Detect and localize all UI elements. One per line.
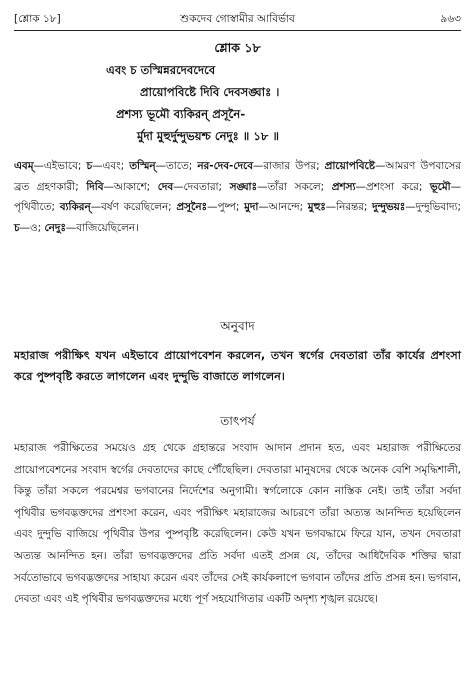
synonym-word: মুহুঃ [307,201,326,213]
header-rule [14,30,461,31]
verse-line-2: প্রায়োপবিষ্টে দিবি দেবসঙ্ঘাঃ । [140,85,280,99]
synonym-word: দিবি [86,180,104,193]
synonyms-paragraph: এবম্‌—এইভাবে; চ—এবং; তস্মিন্‌—তাতে; নর-দেব-দেবে—রাজার উপর; প্রায়োপবিষ্টে—আমরণ উপবাসের ব্রত গ্রহণকারী; দিবি—আকাশে; দেব—দেবতারা; সঙ্ঘাঃ—তাঁরা সকলে; প্রশস্য—প্রশংসা করে; ভূমৌ—পৃথিবীতে; ব্যকিরন্‌—বর্ষণ করেছিলেন; প্রসূনৈঃ—পুষ্প; মুদা—আনন্দে; মুহুঃ—নিরন্তর; দুন্দুভয়ঃ—দুন্দুভিবাদ্য; চ—ও; নেদুঃ—বাজিয়েছিলেন। [14,160,462,234]
synonym-meaning: ও; [30,221,45,234]
synonym-word: দেব [157,180,174,193]
synonym-meaning: এইভাবে; [43,160,87,172]
synonym-meaning: পুষ্প; [217,201,245,213]
synonym-meaning: বর্ষণ করেছিলেন; [101,201,177,213]
synonym-meaning: নিরন্তর; [336,201,373,213]
verse-line-3: প্রশস্য ভূমৌ ব্যকিরন্‌ প্রসূনৈ- [116,107,246,121]
synonym-meaning: বাজিয়েছিলেন। [76,221,139,234]
synonym-word: সঙ্ঘাঃ [229,180,258,193]
purport-text: মহারাজ পরীক্ষিতের সময়েও গ্রহ থেকে গ্রহান্তরে সংবাদ আদান প্রদান হত, এবং মহারাজ পরীক্ষিতের প্রায়োপবেশনের সংবাদ স্বর্গের দেবতাদের কাছে পৌঁছেছিল। দেবতারা মানুষদের থেকে অনেক বেশি সমৃদ্ধিশালী, কিন্তু তাঁরা সকলে পরমেশ্বর ভগবানের নির্দেশের অনুগামী। স্বর্গলোকে কোন নাস্তিক নেই। তাই তাঁরা সর্বদা পৃথিবীর ভগবদ্ভক্তদের প্রশংসা করেন, এবং পরীক্ষিৎ মহারাজের আচরণে তাঁরা অত্যন্ত আনন্দিত হয়েছিলেন এবং দুন্দুভি বাজিয়ে পৃথিবীর উপর পুষ্পবৃষ্টি করেছিলেন। কেউ যখন ভগবদ্ধামে ফিরে যান, তখন দেবতারা অত্যন্ত আনন্দিত হন। তাঁরা ভগবদ্ভক্তদের প্রতি সর্বদা এতই প্রসন্ন যে, তাঁদের আধিদৈবিক শক্তির দ্বারা সর্বতোভাবে ভগবদ্ভক্তদের সাহায্য করেন এবং তাঁদের সেই কার্যকলাপে ভগবান তাঁদের প্রতি প্রসন্ন হন। ভগবান, দেবতা এবং এই পৃথিবীর ভগবদ্ভক্তদের মধ্যে পূর্ণ সহযোগিতার একটি অদৃশ্য শৃঙ্খল রয়েছে। [14,442,461,606]
running-header [14,12,461,28]
synonym-meaning: পৃথিবীতে; [14,201,60,213]
synonym-meaning: আনন্দে; [268,201,308,213]
synonym-meaning: দেবতারা; [183,180,230,193]
header-chapter-title: শুকদেব গোস্বামীর আবির্ভাব [180,13,295,25]
synonym-word: নেদুঃ [44,221,66,234]
synonym-meaning: আমরণ উপবাসের ব্রত গ্রহণকারী; [14,160,462,193]
synonym-word: প্রশস্য [331,180,356,193]
synonym-word: প্রায়োপবিষ্টে [324,160,375,172]
verse-line-4: র্মুদা মুহুর্দুন্দুভয়শ্চ নেদুঃ ॥ ১৮ ॥ [137,129,280,143]
translation-heading: অনুবাদ [220,319,255,333]
synonym-word: ব্যকিরন্‌ [59,201,91,213]
synonym-word: প্রসূনৈঃ [176,201,208,213]
header-page-number: ৯৬৩ [440,13,461,25]
synonym-word: তস্মিন্‌ [129,160,156,172]
synonym-meaning: এবং; [102,160,130,172]
header-verse-ref: [শ্লোক ১৮] [14,13,61,25]
synonym-word: দুন্দুভয়ঃ [372,201,406,213]
synonym-word: চ [86,160,93,172]
synonym-word: মুদা [244,201,259,213]
synonym-word: এবম্‌ [14,160,34,172]
synonym-word: চ [14,221,20,234]
synonym-meaning: আকাশে; [113,180,158,193]
verse-title: শ্লোক ১৮ [214,40,261,55]
synonym-meaning: দুন্দুভিবাদ্য; [415,201,462,213]
synonym-meaning: তাতে; [166,160,198,172]
synonym-word: নর-দেব-দেবে [197,160,253,172]
purport-heading: তাৎপর্য [220,414,255,428]
translation-text: মহারাজ পরীক্ষিৎ যখন এইভাবে প্রায়োপবেশন করলেন, তখন স্বর্গের দেবতারা তাঁর কার্যের প্রশংসা করে পুষ্পবৃষ্টি করতে লাগলেন এবং দুন্দুভি বাজাতে লাগলেন। [14,349,461,383]
synonym-word: ভূমৌ [429,180,451,193]
synonym-meaning: তাঁরা সকলে; [267,180,332,193]
synonym-meaning: রাজার উপর; [263,160,325,172]
synonym-meaning: প্রশংসা করে; [365,180,430,193]
verse-line-1: এবং চ তস্মিন্নরদেবদেবে [106,63,216,77]
